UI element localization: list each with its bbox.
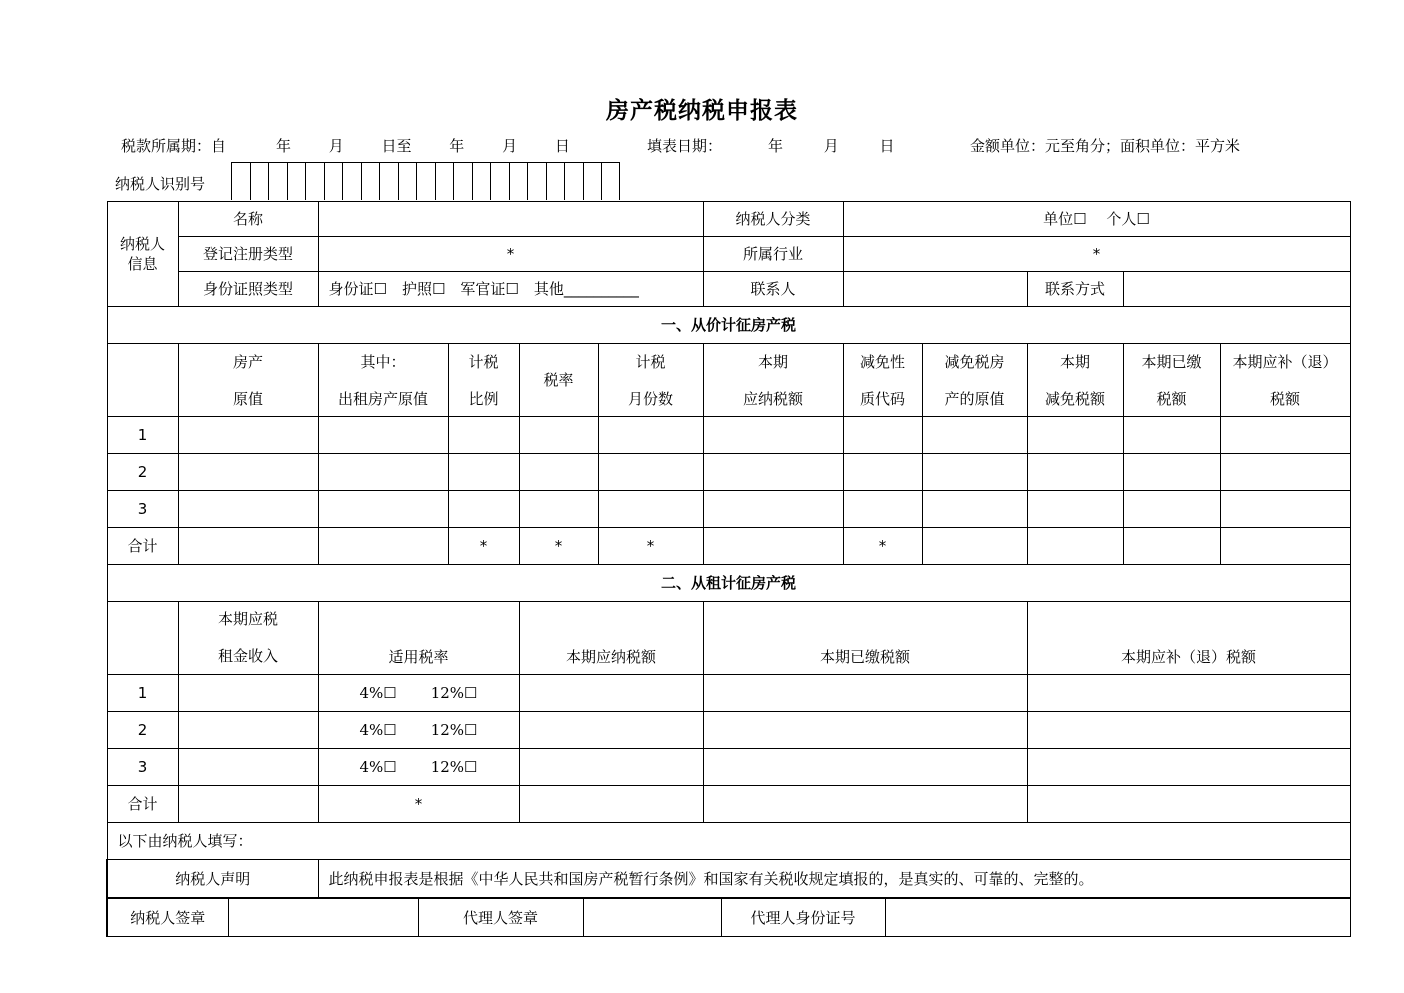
id-digit-box[interactable] <box>268 162 287 200</box>
input-cell[interactable] <box>703 454 843 491</box>
header-paid: 本期已缴 税额 <box>1123 344 1220 417</box>
input-cell[interactable] <box>922 491 1027 528</box>
input-cell[interactable] <box>519 417 598 454</box>
input-cell[interactable]: * <box>843 528 922 565</box>
input-cell[interactable] <box>922 454 1027 491</box>
rate-options[interactable]: 4%☐ 12%☐ <box>318 712 519 749</box>
signature-table <box>106 898 1351 937</box>
taxpayer-info-group-label: 纳税人信息 <box>107 202 178 307</box>
corner-cell <box>107 344 178 417</box>
row-number: 3 <box>107 491 178 528</box>
header-tax-rate: 税率 <box>519 344 598 417</box>
table-row <box>107 712 1350 749</box>
contact-field[interactable] <box>843 272 1027 307</box>
declaration-intro: 以下由纳税人填写： <box>107 823 1350 860</box>
total-rate-mark[interactable]: * <box>318 786 519 823</box>
rate-options[interactable]: 4%☐ 12%☐ <box>318 749 519 786</box>
table-row <box>107 454 1350 491</box>
input-cell[interactable] <box>598 491 703 528</box>
input-cell[interactable] <box>519 786 703 823</box>
id-digit-box[interactable] <box>379 162 398 200</box>
id-digit-box[interactable] <box>416 162 435 200</box>
input-cell[interactable] <box>598 454 703 491</box>
input-cell[interactable] <box>922 417 1027 454</box>
input-cell[interactable] <box>448 491 519 528</box>
input-cell[interactable] <box>318 491 448 528</box>
input-cell[interactable] <box>318 454 448 491</box>
id-digit-box[interactable] <box>601 162 620 200</box>
input-cell[interactable]: * <box>448 528 519 565</box>
input-cell[interactable] <box>1027 749 1350 786</box>
reg-type-label: 登记注册类型 <box>178 237 318 272</box>
id-digit-box[interactable] <box>490 162 509 200</box>
id-digit-box[interactable] <box>324 162 343 200</box>
input-cell[interactable] <box>922 528 1027 565</box>
input-cell[interactable] <box>1123 454 1220 491</box>
contact-label: 联系人 <box>703 272 843 307</box>
taxpayer-seal-field[interactable] <box>228 899 418 937</box>
contact-method-label: 联系方式 <box>1027 272 1123 307</box>
id-digit-box[interactable] <box>231 162 250 200</box>
id-digit-box[interactable] <box>583 162 602 200</box>
header-payable: 本期 应纳税额 <box>703 344 843 417</box>
taxpayer-id-boxes[interactable] <box>231 162 620 201</box>
header-relief-code: 减免性 质代码 <box>843 344 922 417</box>
id-digit-box[interactable] <box>453 162 472 200</box>
input-cell[interactable]: * <box>598 528 703 565</box>
table-row <box>107 417 1350 454</box>
id-digit-box[interactable] <box>398 162 417 200</box>
row-number: 2 <box>107 712 178 749</box>
period-range: 年 月 日至 年 月 日 <box>276 137 570 155</box>
name-field[interactable] <box>318 202 703 237</box>
input-cell[interactable] <box>843 454 922 491</box>
id-digit-box[interactable] <box>250 162 269 200</box>
fill-date-label: 填表日期： <box>647 137 723 155</box>
header-relief-amount: 本期 减免税额 <box>1027 344 1123 417</box>
id-digit-box[interactable] <box>435 162 454 200</box>
row-number: 3 <box>107 749 178 786</box>
header-rent-payable: 本期应纳税额 <box>519 602 703 675</box>
reg-type-field[interactable]: * <box>318 237 703 272</box>
input-cell[interactable] <box>703 491 843 528</box>
fill-date-value: 年 月 日 <box>768 137 895 155</box>
category-label: 纳税人分类 <box>703 202 843 237</box>
table-row <box>107 675 1350 712</box>
header-rent-income: 本期应税 租金收入 <box>178 602 318 675</box>
industry-field[interactable]: * <box>843 237 1350 272</box>
input-cell[interactable] <box>448 454 519 491</box>
input-cell[interactable] <box>519 712 703 749</box>
input-cell[interactable] <box>843 417 922 454</box>
id-digit-box[interactable] <box>509 162 528 200</box>
input-cell[interactable] <box>703 712 1027 749</box>
header-rent-paid: 本期已缴税额 <box>703 602 1027 675</box>
name-label: 名称 <box>178 202 318 237</box>
input-cell[interactable] <box>1027 712 1350 749</box>
input-cell[interactable] <box>598 417 703 454</box>
input-cell[interactable] <box>448 417 519 454</box>
header-months: 计税 月份数 <box>598 344 703 417</box>
row-number: 1 <box>107 417 178 454</box>
header-applicable-rate: 适用税率 <box>318 602 519 675</box>
input-cell[interactable] <box>1220 528 1350 565</box>
input-cell[interactable] <box>1123 417 1220 454</box>
id-digit-box[interactable] <box>305 162 324 200</box>
input-cell[interactable] <box>1027 454 1123 491</box>
agent-id-field[interactable] <box>885 899 1350 937</box>
taxpayer-id-label: 纳税人识别号 <box>115 175 206 193</box>
id-digit-box[interactable] <box>342 162 361 200</box>
input-cell[interactable] <box>519 749 703 786</box>
input-cell[interactable] <box>1027 417 1123 454</box>
input-cell[interactable] <box>703 528 843 565</box>
contact-method-field[interactable] <box>1123 272 1350 307</box>
input-cell[interactable] <box>1220 454 1350 491</box>
unit-note: 金额单位：元至角分；面积单位：平方米 <box>970 137 1241 155</box>
agent-id-label: 代理人身份证号 <box>721 899 885 937</box>
period-label: 税款所属期：自 <box>121 137 227 155</box>
header-rented-value: 其中： 出租房产原值 <box>318 344 448 417</box>
id-type-options[interactable]: 身份证☐ 护照☐ 军官证☐ 其他__________ <box>318 272 703 307</box>
header-relief-value: 减免税房 产的原值 <box>922 344 1027 417</box>
input-cell[interactable] <box>1027 491 1123 528</box>
total-row <box>107 528 1350 565</box>
input-cell[interactable] <box>178 528 318 565</box>
input-cell[interactable] <box>519 675 703 712</box>
input-cell[interactable] <box>1220 491 1350 528</box>
input-cell[interactable] <box>1027 675 1350 712</box>
rate-options[interactable]: 4%☐ 12%☐ <box>318 675 519 712</box>
industry-label: 所属行业 <box>703 237 843 272</box>
input-cell[interactable] <box>703 417 843 454</box>
declaration-label: 纳税人声明 <box>107 860 318 898</box>
id-digit-box[interactable] <box>527 162 546 200</box>
input-cell[interactable] <box>178 491 318 528</box>
input-cell[interactable] <box>1220 417 1350 454</box>
input-cell[interactable] <box>703 786 1027 823</box>
section1-title: 一、从价计征房产税 <box>107 307 1350 344</box>
input-cell[interactable] <box>318 417 448 454</box>
input-cell[interactable] <box>519 491 598 528</box>
input-cell[interactable] <box>178 749 318 786</box>
input-cell[interactable] <box>1123 528 1220 565</box>
table-row <box>107 491 1350 528</box>
corner-cell <box>107 602 178 675</box>
input-cell[interactable] <box>843 491 922 528</box>
header-rent-refund: 本期应补（退）税额 <box>1027 602 1350 675</box>
input-cell[interactable] <box>178 454 318 491</box>
total-label: 合计 <box>107 528 178 565</box>
input-cell[interactable] <box>178 675 318 712</box>
header-tax-ratio: 计税 比例 <box>448 344 519 417</box>
input-cell[interactable] <box>1027 786 1350 823</box>
total-label: 合计 <box>107 786 178 823</box>
table-row <box>107 749 1350 786</box>
input-cell[interactable] <box>703 749 1027 786</box>
input-cell[interactable] <box>178 417 318 454</box>
row-number: 1 <box>107 675 178 712</box>
form-title: 房产税纳税申报表 <box>606 98 798 124</box>
id-digit-box[interactable] <box>361 162 380 200</box>
header-refund: 本期应补（退） 税额 <box>1220 344 1350 417</box>
input-cell[interactable] <box>318 528 448 565</box>
row-number: 2 <box>107 454 178 491</box>
id-digit-box[interactable] <box>472 162 491 200</box>
id-digit-box[interactable] <box>287 162 306 200</box>
category-options[interactable]: 单位☐ 个人☐ <box>843 202 1350 237</box>
tax-form-table <box>106 201 1351 898</box>
taxpayer-seal-label: 纳税人签章 <box>107 899 228 937</box>
agent-seal-field[interactable] <box>583 899 721 937</box>
input-cell[interactable] <box>1123 491 1220 528</box>
input-cell[interactable] <box>703 675 1027 712</box>
agent-seal-label: 代理人签章 <box>418 899 583 937</box>
input-cell[interactable] <box>178 786 318 823</box>
total-row <box>107 786 1350 823</box>
input-cell[interactable] <box>519 454 598 491</box>
input-cell[interactable] <box>178 712 318 749</box>
id-digit-box[interactable] <box>546 162 565 200</box>
input-cell[interactable] <box>1027 528 1123 565</box>
section2-title: 二、从租计征房产税 <box>107 565 1350 602</box>
declaration-text: 此纳税申报表是根据《中华人民共和国房产税暂行条例》和国家有关税收规定填报的，是真实的、可靠的、完整的。 <box>318 860 1350 898</box>
id-type-label: 身份证照类型 <box>178 272 318 307</box>
input-cell[interactable]: * <box>519 528 598 565</box>
header-original-value: 房产 原值 <box>178 344 318 417</box>
id-digit-box[interactable] <box>564 162 583 200</box>
